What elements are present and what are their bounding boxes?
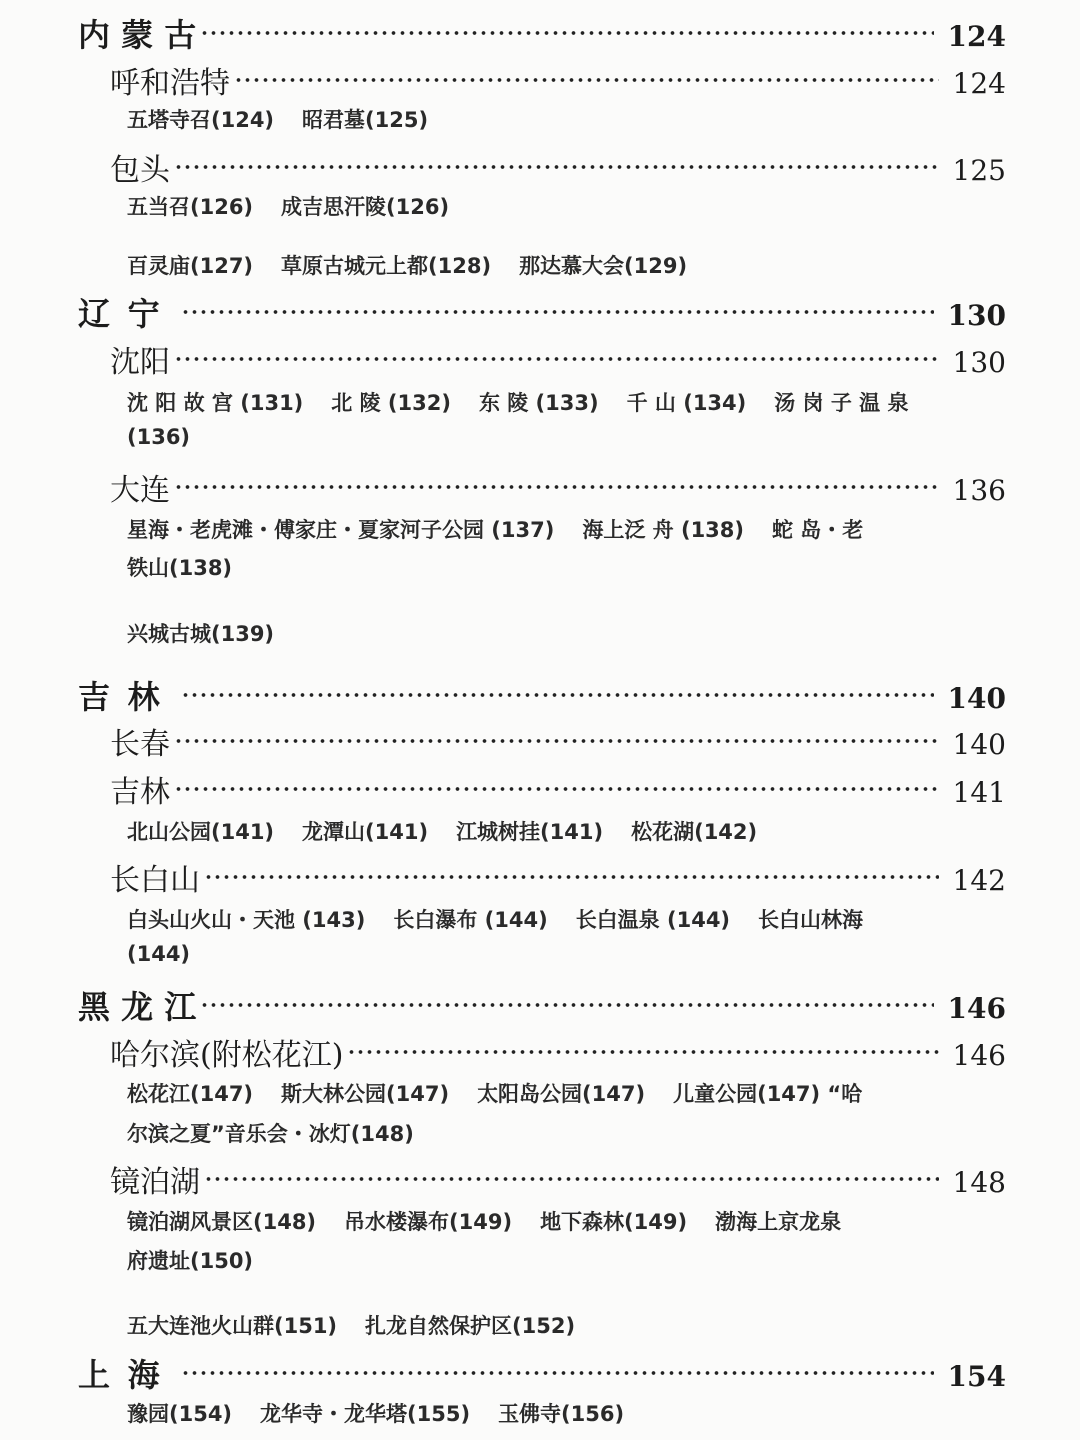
sight-item: 地下森林(149) — [540, 1210, 688, 1234]
entry-title: 黑 龙 江 — [78, 988, 197, 1026]
entry-page-number: 125 — [952, 154, 1006, 187]
entry-page-number: 124 — [952, 67, 1006, 100]
sight-item: 江城树挂(141) — [456, 820, 604, 844]
entry-page-number: 136 — [952, 474, 1006, 507]
sight-item: 东 陵 (133) — [478, 391, 599, 415]
entry-page-number: 140 — [947, 682, 1006, 715]
sight-item: (136) — [127, 425, 191, 449]
sight-item: 海上泛 舟 (138) — [582, 518, 744, 542]
entry-page-number: 130 — [947, 299, 1006, 332]
sight-item: 百灵庙(127) — [127, 254, 254, 278]
toc-city-entry — [110, 465, 1006, 509]
sight-item: 北 陵 (132) — [331, 391, 451, 415]
toc-province-entry — [78, 10, 1006, 56]
sight-item: 北山公园(141) — [127, 820, 275, 844]
entry-page-number: 124 — [947, 20, 1006, 53]
sight-item: 渤海上京龙泉 — [715, 1210, 842, 1234]
sights-line — [127, 387, 937, 417]
sight-item: 长白温泉 (144) — [575, 908, 731, 932]
entry-title: 内 蒙 古 — [78, 16, 197, 54]
entry-page-number: 146 — [952, 1039, 1006, 1072]
sights-line — [127, 250, 715, 280]
sights-line — [127, 942, 218, 966]
sights-line — [127, 618, 302, 648]
toc-city-entry — [110, 1157, 1006, 1201]
dot-leader — [234, 76, 939, 84]
entry-title: 呼和浩特 — [110, 66, 230, 101]
sight-item: 松花江(147) — [127, 1082, 254, 1106]
sights-line — [127, 552, 260, 582]
sight-item: 龙华寺・龙华塔(155) — [260, 1402, 471, 1426]
dot-leader — [181, 308, 933, 316]
entry-title: 吉林 — [78, 678, 178, 716]
toc-province-entry — [78, 672, 1006, 718]
toc-city-entry — [110, 337, 1006, 381]
sight-item: 长白瀑布 (144) — [393, 908, 548, 932]
entry-title: 镜泊湖 — [110, 1165, 200, 1200]
sights-line — [127, 1398, 652, 1428]
entry-title: 吉林 — [110, 775, 170, 810]
dot-leader — [174, 785, 939, 793]
toc-city-entry — [110, 855, 1006, 899]
sight-item: 五当召(126) — [127, 195, 254, 219]
sight-item: 斯大林公园(147) — [281, 1082, 450, 1106]
entry-title: 大连 — [110, 473, 170, 508]
toc-city-entry — [110, 719, 1006, 763]
dot-leader — [181, 691, 933, 699]
sight-item: 汤 岗 子 温 泉 — [774, 391, 909, 415]
entry-page-number: 148 — [952, 1166, 1006, 1199]
toc-city-entry — [110, 58, 1006, 102]
entry-page-number: 141 — [952, 776, 1006, 809]
entry-title: 包头 — [110, 153, 170, 188]
sight-item: 长白山林海 — [758, 908, 864, 932]
sight-item: 兴城古城(139) — [127, 622, 275, 646]
entry-page-number: 154 — [947, 1360, 1006, 1393]
toc-city-entry — [110, 1030, 1006, 1074]
dot-leader — [181, 1369, 933, 1377]
sights-line — [127, 816, 785, 846]
toc-province-entry — [78, 289, 1006, 335]
toc-city-entry — [110, 145, 1006, 189]
sight-item: 那达慕大会(129) — [519, 254, 688, 278]
entry-title: 哈尔滨(附松花江) — [110, 1038, 344, 1073]
toc-province-entry — [78, 982, 1006, 1028]
sight-item: 太阳岛公园(147) — [477, 1082, 646, 1106]
sight-item: 成吉思汗陵(126) — [281, 195, 450, 219]
sights-line — [127, 104, 456, 134]
sight-item: 玉佛寺(156) — [498, 1402, 625, 1426]
dot-leader — [174, 483, 939, 491]
dot-leader — [200, 29, 933, 37]
sights-line — [127, 904, 891, 934]
sights-line — [127, 191, 477, 221]
dot-leader — [204, 1175, 939, 1183]
sight-item: 蛇 岛・老 — [772, 518, 864, 542]
sights-line — [127, 425, 218, 449]
sight-item: 五大连池火山群(151) — [127, 1314, 338, 1338]
entry-page-number: 146 — [947, 992, 1006, 1025]
dot-leader — [174, 163, 939, 171]
sight-item: 龙潭山(141) — [302, 820, 429, 844]
sights-line — [127, 1118, 442, 1148]
entry-page-number: 142 — [952, 864, 1006, 897]
sight-item: 府遗址(150) — [127, 1249, 254, 1273]
sight-item: 草原古城元上都(128) — [281, 254, 492, 278]
sight-item: 松花湖(142) — [631, 820, 758, 844]
sight-item: 白头山火山・天池 (143) — [127, 908, 366, 932]
entry-title: 长春 — [110, 727, 170, 762]
entry-page-number: 140 — [952, 728, 1006, 761]
sight-item: 儿童公园(147) “哈 — [673, 1082, 863, 1106]
sight-item: 千 山 (134) — [626, 391, 747, 415]
sights-line — [127, 1245, 281, 1275]
sight-item: (144) — [127, 942, 191, 966]
toc-city-entry — [110, 767, 1006, 811]
entry-page-number: 130 — [952, 346, 1006, 379]
sight-item: 镜泊湖风景区(148) — [127, 1210, 317, 1234]
sight-item: 五塔寺召(124) — [127, 108, 275, 132]
entry-title: 上海 — [78, 1356, 178, 1394]
dot-leader — [204, 873, 939, 881]
entry-title: 长白山 — [110, 863, 200, 898]
entry-title: 辽宁 — [78, 295, 178, 333]
sight-item: 吊水楼瀑布(149) — [344, 1210, 513, 1234]
entry-title: 沈阳 — [110, 345, 170, 380]
dot-leader — [200, 1001, 933, 1009]
sight-item: 扎龙自然保护区(152) — [365, 1314, 576, 1338]
sight-item: 豫园(154) — [127, 1402, 233, 1426]
dot-leader — [347, 1048, 938, 1056]
dot-leader — [174, 737, 939, 745]
sight-item: 铁山(138) — [127, 556, 233, 580]
sight-item: 尔滨之夏”音乐会・冰灯(148) — [127, 1122, 414, 1146]
sight-item: 昭君墓(125) — [302, 108, 429, 132]
toc-province-entry — [78, 1350, 1006, 1396]
sights-line — [127, 1206, 869, 1236]
sights-line — [127, 1078, 890, 1108]
sight-item: 沈 阳 故 宫 (131) — [127, 391, 304, 415]
sight-item: 星海・老虎滩・傅家庄・夏家河子公园 (137) — [127, 518, 555, 542]
sights-line — [127, 1310, 603, 1340]
dot-leader — [174, 355, 939, 363]
sights-line — [127, 514, 891, 544]
